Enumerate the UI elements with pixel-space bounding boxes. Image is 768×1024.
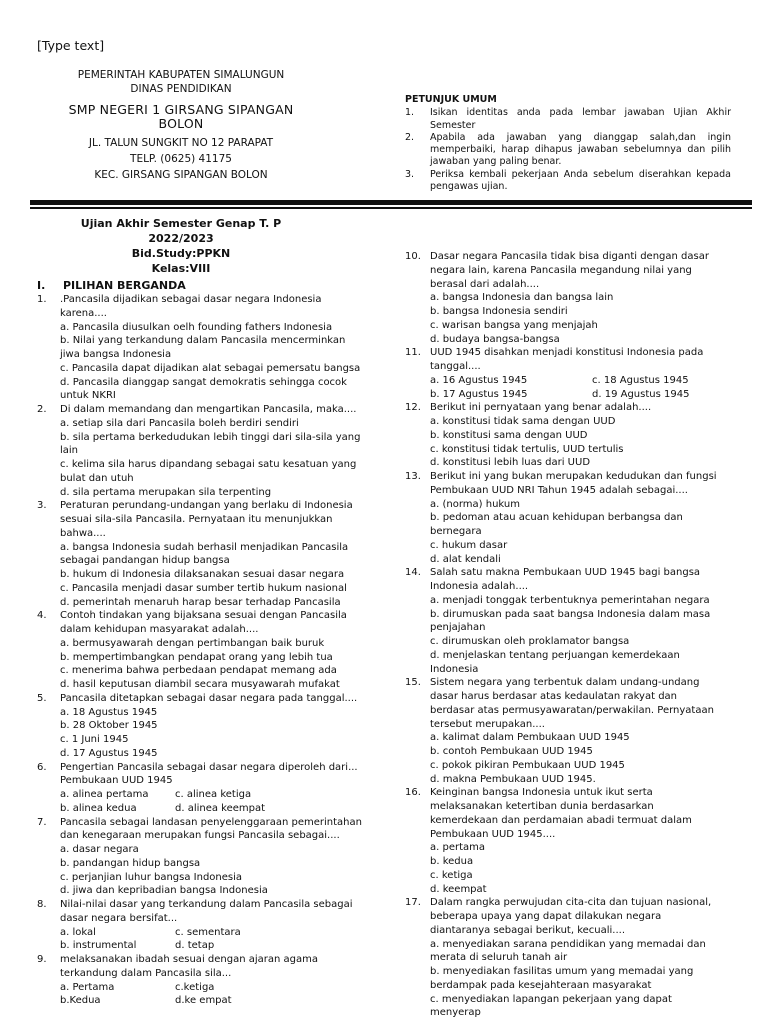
question-text: Pancasila ditetapkan sebagai dasar negara pada tanggal.... <box>60 692 358 704</box>
instructions-list <box>405 107 731 193</box>
answer-option: c. perjanjian luhur bangsa Indonesia <box>60 871 243 883</box>
question-body <box>430 786 717 896</box>
answer-option: a. (norma) hukum <box>430 498 520 510</box>
question-number: 6. <box>37 761 47 773</box>
answer-option: c. warisan bangsa yang menjajah <box>430 319 598 331</box>
answer-option: b. 28 Oktober 1945 <box>60 720 158 732</box>
answer-option: d. pemerintah menaruh harap besar terhadap Pancasila <box>60 596 341 608</box>
answer-option: d. Pancasila dianggap sangat demokratis sehingga cocok untuk NKRI <box>60 376 347 402</box>
answer-option: c. Pancasila menjadi dasar sumber tertib hukum nasional <box>60 582 347 594</box>
government-name: PEMERINTAH KABUPATEN SIMALUNGUN <box>77 69 285 81</box>
question-item <box>405 566 717 676</box>
question-number: 17. <box>405 897 421 909</box>
instruction-number: 3. <box>405 168 415 180</box>
question-number: 4. <box>37 610 47 622</box>
question-item <box>37 499 365 609</box>
question-body <box>430 401 717 470</box>
question-item <box>405 250 717 346</box>
instruction-text: Apabila ada jawaban yang dianggap salah,dan ingin memperbaiki, harap dihapus jawaban sebelumnya dan pilih jawaban yang paling benar. <box>430 131 731 168</box>
school-letterhead <box>45 68 317 131</box>
answer-option: b. mempertimbangkan pendapat orang yang lebih tua <box>60 651 333 663</box>
answer-option: d. budaya bangsa-bangsa <box>430 333 560 345</box>
question-body <box>60 692 365 761</box>
exam-subject: Bid.Study:PPKN <box>131 247 231 260</box>
answer-option-row <box>60 981 365 995</box>
question-text: Pancasila sebagai landasan penyelenggaraan pemerintahan dan kenegaraan merupakan fungsi Pancasila sebagai.... <box>60 816 362 842</box>
answer-option: c. dirumuskan oleh proklamator bangsa <box>430 636 630 647</box>
question-body <box>60 761 365 816</box>
question-text: .Pancasila dijadikan sebagai dasar negara Indonesia karena.... <box>60 294 322 319</box>
answer-option: a. 16 Agustus 1945 <box>430 374 528 386</box>
answer-option: a. pertama <box>430 842 486 854</box>
question-item <box>37 816 365 899</box>
school-phone: TELP. (0625) 41175 <box>130 153 232 165</box>
answer-option: b. kedua <box>430 856 474 867</box>
answer-option: d. alat kendali <box>430 553 501 565</box>
question-item <box>37 293 365 403</box>
answer-option: d. menjelaskan tentang perjuangan kemerdekaan Indonesia <box>430 649 680 675</box>
answer-option: a. lokal <box>60 926 96 938</box>
question-text: Sistem negara yang terbentuk dalam undang-undang dasar harus berdasar atas kedaulatan rakyat dan berdasar atas permusyawaratan/perwakilan. Pernyataan tersebut merupakan.... <box>430 677 714 730</box>
answer-option: b. 17 Agustus 1945 <box>430 388 528 400</box>
question-text: Berikut ini yang bukan merupakan kedudukan dan fungsi Pembukaan UUD NRI Tahun 1945 adalah sebagai.... <box>430 471 717 496</box>
question-body <box>60 609 365 692</box>
question-number: 11. <box>405 347 421 359</box>
instruction-number: 2. <box>405 131 415 143</box>
question-body <box>430 470 717 566</box>
answer-option: a. konstitusi tidak sama dengan UUD <box>430 416 616 427</box>
answer-option: b.Kedua <box>60 995 101 1007</box>
answer-option: c. hukum dasar <box>430 539 508 551</box>
answer-option: d. jiwa dan kepribadian bangsa Indonesia <box>60 885 268 897</box>
questions-right-column <box>405 250 717 1020</box>
question-body <box>430 346 717 401</box>
answer-option: b. Nilai yang terkandung dalam Pancasila mencerminkan jiwa bangsa Indonesia <box>60 335 346 360</box>
answer-option: d. tetap <box>175 940 215 952</box>
question-item <box>37 692 365 761</box>
header-divider-thin <box>30 207 752 209</box>
section-title: PILIHAN BERGANDA <box>63 279 186 292</box>
answer-option: d. hasil keputusan diambil secara musyawarah mufakat <box>60 679 340 690</box>
exam-heading <box>50 216 312 276</box>
question-number: 3. <box>37 500 47 512</box>
answer-option: d. keempat <box>430 883 487 895</box>
answer-option: b. dirumuskan pada saat bangsa Indonesia dalam masa penjajahan <box>430 608 711 634</box>
header-divider-thick <box>30 200 752 205</box>
question-number: 7. <box>37 816 47 828</box>
answer-option: b. menyediakan fasilitas umum yang memadai yang berdampak pada kesejahteraan masyarakat <box>430 966 694 991</box>
question-number: 2. <box>37 404 47 415</box>
school-district: KEC. GIRSANG SIPANGAN BOLON <box>94 169 268 181</box>
question-text: Dasar negara Pancasila tidak bisa diganti dengan dasar negara lain, karena Pancasila megandung nilai yang berasal dari adalah.... <box>430 251 709 290</box>
answer-option-row <box>60 994 365 1008</box>
answer-option-row <box>60 926 365 940</box>
answer-option-row <box>430 374 717 388</box>
answer-option-row <box>60 939 365 953</box>
question-text: Pengertian Pancasila sebagai dasar negara diperoleh dari... Pembukaan UUD 1945 <box>60 761 358 787</box>
answer-option: a. dasar negara <box>60 844 139 855</box>
answer-option: a. Pertama <box>60 981 115 993</box>
answer-option: a. setiap sila dari Pancasila boleh berdiri sendiri <box>60 417 299 429</box>
question-body <box>430 896 717 1020</box>
question-item <box>405 676 717 786</box>
instructions-title: PETUNJUK UMUM <box>405 94 497 105</box>
answer-option: b. pedoman atau acuan kehidupan berbangsa dan bernegara <box>430 512 683 537</box>
question-number: 13. <box>405 471 421 482</box>
question-number: 14. <box>405 567 421 579</box>
answer-option: a. menyediakan sarana pendidikan yang memadai dan merata di seluruh tanah air <box>430 938 706 964</box>
question-item <box>37 761 365 816</box>
question-item <box>37 609 365 692</box>
question-body <box>430 676 717 786</box>
answer-option: b. konstitusi sama dengan UUD <box>430 429 588 441</box>
answer-option: c. pokok pikiran Pembukaan UUD 1945 <box>430 759 625 771</box>
questions-left-column <box>37 293 365 1008</box>
question-item <box>405 470 717 566</box>
answer-option: c. 18 Agustus 1945 <box>592 374 689 386</box>
answer-option: b. instrumental <box>60 940 137 952</box>
question-text: Keinginan bangsa Indonesia untuk ikut serta melaksanakan ketertiban dunia berdasarkan kemerdekaan dan perdamaian abadi termuat dalam Pembukaan UUD 1945.... <box>430 787 692 840</box>
question-item <box>405 896 717 1020</box>
question-body <box>60 953 365 1008</box>
question-number: 8. <box>37 899 47 910</box>
answer-option: b. sila pertama berkedudukan lebih tinggi dari sila-sila yang lain <box>60 431 361 457</box>
answer-option: a. bangsa Indonesia sudah berhasil menjadikan Pancasila sebagai pandangan hidup bangsa <box>60 541 349 567</box>
question-item <box>37 403 365 499</box>
question-text: Dalam rangka perwujudan cita-cita dan tujuan nasional, beberapa upaya yang dapat dilakukan negara diantaranya sebagai berikut, kecuali.... <box>430 897 712 936</box>
school-contact <box>45 136 317 182</box>
exam-title: Ujian Akhir Semester Genap T. P 2022/2023 <box>80 217 282 245</box>
question-text: melaksanakan ibadah sesuai dengan ajaran agama terkandung dalam Pancasila sila... <box>60 954 318 979</box>
answer-option: a. menjadi tonggak terbentuknya pemerintahan negara <box>430 594 710 606</box>
question-body <box>430 250 717 346</box>
answer-option: d.ke empat <box>175 995 232 1007</box>
answer-option: c. alinea ketiga <box>175 789 252 800</box>
question-text: Contoh tindakan yang bijaksana sesuai dengan Pancasila dalam kehidupan masyarakat adalah.... <box>60 610 347 635</box>
instruction-item <box>405 107 731 132</box>
answer-option: a. bermusyawarah dengan pertimbangan baik buruk <box>60 637 325 649</box>
question-item <box>405 401 717 470</box>
section-heading <box>37 279 186 292</box>
department-name: DINAS PENDIDIKAN <box>130 83 232 95</box>
answer-option: d. sila pertama merupakan sila terpenting <box>60 486 272 498</box>
answer-option: c. konstitusi tidak tertulis, UUD tertulis <box>430 443 624 455</box>
question-body <box>60 499 365 609</box>
question-number: 12. <box>405 402 421 414</box>
answer-option: b. alinea kedua <box>60 802 137 814</box>
answer-option: d. alinea keempat <box>175 802 266 814</box>
question-number: 16. <box>405 787 421 799</box>
instruction-text: Periksa kembali pekerjaan Anda sebelum diserahkan kepada pengawas ujian. <box>430 168 731 193</box>
school-name: SMP NEGERI 1 GIRSANG SIPANGAN BOLON <box>68 102 294 131</box>
answer-option: c. menerima bahwa perbedaan pendapat memang ada <box>60 665 337 677</box>
question-body <box>60 293 365 403</box>
question-number: 10. <box>405 251 421 262</box>
answer-option: a. kalimat dalam Pembukaan UUD 1945 <box>430 732 630 744</box>
answer-option-row <box>60 802 365 816</box>
question-text: Peraturan perundang-undangan yang berlaku di Indonesia sesuai sila-sila Pancasila. Pernyataan itu menunjukkan bahwa.... <box>60 500 353 539</box>
exam-class: Kelas:VIII <box>151 262 211 275</box>
answer-option: d. 19 Agustus 1945 <box>592 388 690 400</box>
question-number: 9. <box>37 954 47 965</box>
question-number: 5. <box>37 692 47 704</box>
answer-option: d. konstitusi lebih luas dari UUD <box>430 457 591 469</box>
question-text: Salah satu makna Pembukaan UUD 1945 bagi bangsa Indonesia adalah.... <box>430 567 701 592</box>
question-item <box>37 898 365 953</box>
question-item <box>405 346 717 401</box>
question-item <box>405 786 717 896</box>
answer-option: c. Pancasila dapat dijadikan alat sebagai pemersatu bangsa <box>60 362 361 374</box>
answer-option-row <box>60 788 365 802</box>
question-body <box>430 566 717 676</box>
question-body <box>60 898 365 953</box>
instruction-text: Isikan identitas anda pada lembar jawaban Ujian Akhir Semester <box>430 107 731 131</box>
general-instructions <box>405 94 731 193</box>
question-number: 1. <box>37 294 47 305</box>
header-placeholder: [Type text] <box>37 38 105 53</box>
instruction-item <box>405 132 731 169</box>
instruction-number: 1. <box>405 107 415 119</box>
instruction-item <box>405 169 731 194</box>
question-number: 15. <box>405 677 421 689</box>
question-text: Berikut ini pernyataan yang benar adalah.... <box>430 402 652 414</box>
answer-option: a. 18 Agustus 1945 <box>60 706 158 718</box>
answer-option: c. sementara <box>175 926 241 938</box>
question-text: Nilai-nilai dasar yang terkandung dalam Pancasila sebagai dasar negara bersifat... <box>60 899 353 924</box>
school-address: JL. TALUN SUNGKIT NO 12 PARAPAT <box>88 137 274 149</box>
answer-option: b. bangsa Indonesia sendiri <box>430 306 568 317</box>
answer-option: a. alinea pertama <box>60 789 149 800</box>
answer-option-row <box>430 388 717 402</box>
question-body <box>60 816 365 899</box>
answer-option: c.ketiga <box>175 981 215 993</box>
answer-option: b. contoh Pembukaan UUD 1945 <box>430 746 593 757</box>
question-item <box>37 953 365 1008</box>
answer-option: c. kelima sila harus dipandang sebagai satu kesatuan yang bulat dan utuh <box>60 459 357 484</box>
answer-option: c. ketiga <box>430 869 473 881</box>
question-text: Di dalam memandang dan mengartikan Pancasila, maka.... <box>60 404 357 415</box>
answer-option: b. hukum di Indonesia dilaksanakan sesuai dasar negara <box>60 569 345 580</box>
answer-option: c. menyediakan lapangan pekerjaan yang dapat menyerap <box>430 993 672 1019</box>
answer-option: a. Pancasila diusulkan oelh founding fathers Indonesia <box>60 321 333 333</box>
answer-option: b. pandangan hidup bangsa <box>60 857 201 869</box>
section-number: I. <box>37 279 46 292</box>
question-text: UUD 1945 disahkan menjadi konstitusi Indonesia pada tanggal.... <box>430 347 704 372</box>
answer-option: a. bangsa Indonesia dan bangsa lain <box>430 292 614 304</box>
answer-option: c. 1 Juni 1945 <box>60 734 129 745</box>
answer-option: d. 17 Agustus 1945 <box>60 747 158 759</box>
question-body <box>60 403 365 499</box>
answer-option: d. makna Pembukaan UUD 1945. <box>430 773 596 785</box>
